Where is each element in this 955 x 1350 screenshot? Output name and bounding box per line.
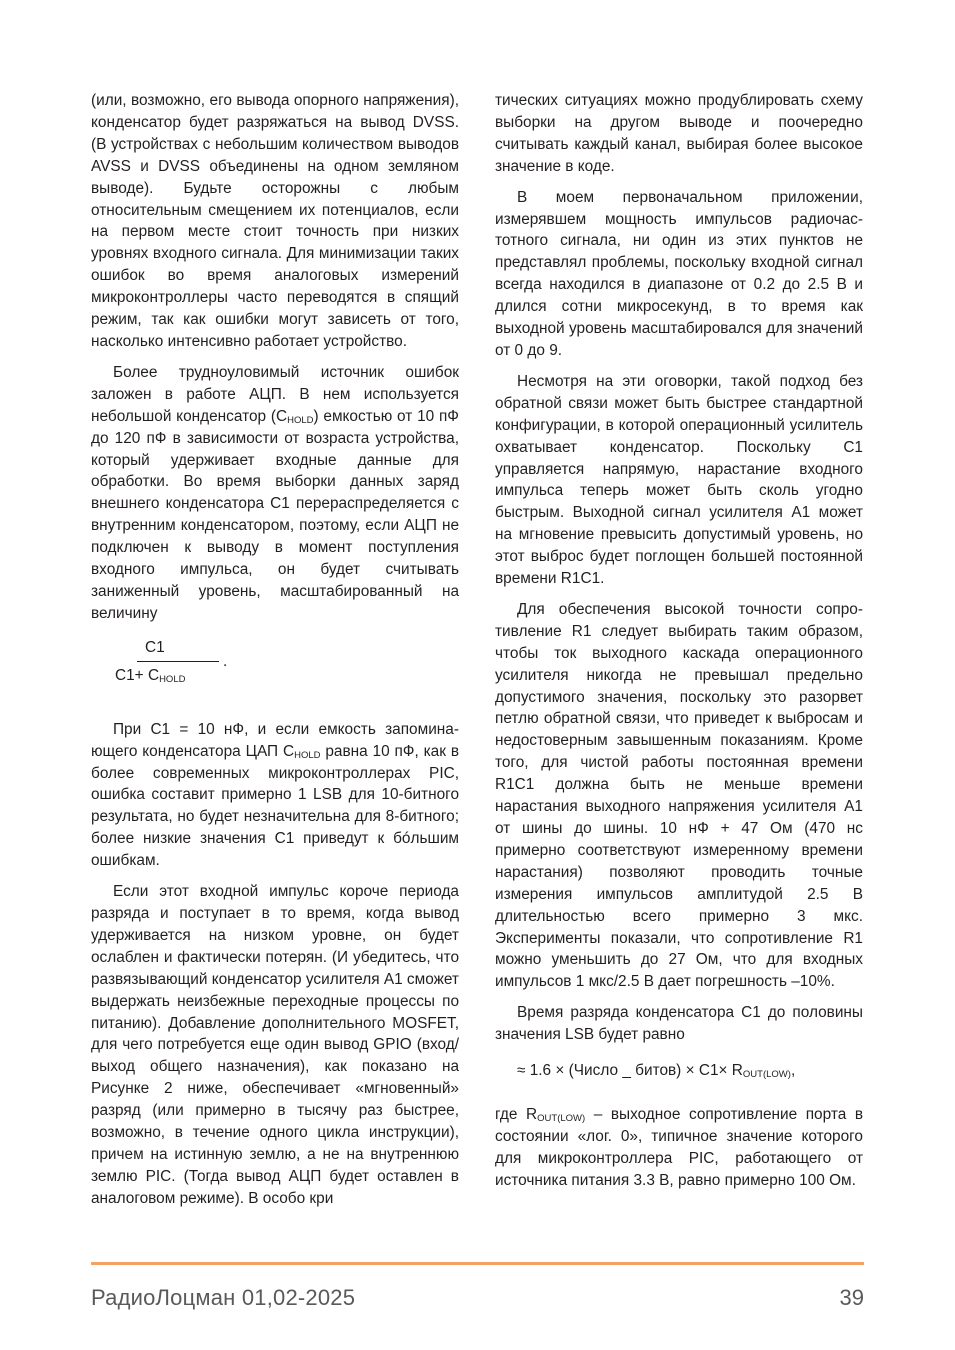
fraction-denominator <box>115 665 185 687</box>
paragraph: Для обеспечения высокой точности сопротивление R1 следует выбирать таким образом, чтобы ток выходного каскада операционного усилителя никогда не превышал предельно допустимого значения, поскольку это разорвет петлю обратной связи, что приведет к выбросам и недостоверным завышенным показаниям. Кроме того, для чистой работы постоянная времени R1C1 должна быть не меньше времени нарастания выходного напряжения усилителя A1 от шины до шины. 10 нФ + 47 Ом (470 нс примерно соответствуют измеренному времени нарастания) позволяют проводить точные измерения импульсов амплитудой 2.5 В длительностью всего примерно 3 мкс. Эксперименты показали, что сопротивление R1 можно уменьшить до 27 Ом, что для входных импульсов 1 мкс/2.5 В дает погрешность –10%. <box>495 600 863 991</box>
discharge-time-formula <box>517 1060 863 1082</box>
paragraph: В моем первоначальном приложении, измерявшем мощность импульсов радиочастотного сигнала, ни один из этих пунктов не представлял проблемы, поскольку входной сигнал всегда находился в диапазоне от 0.2 до 2.5 В и длился сотни микросекунд, в то время как выходной уровень масштабировался для значений от 0 до 9. <box>495 188 863 359</box>
text-run: – выходное сопротивление порта в состоянии «лог. 0», типичное значение которого для микроконтроллера PIC, работающего от источника питания 3.3 В, равно примерно 100 Ом. <box>495 1105 863 1189</box>
paragraph <box>495 1104 863 1192</box>
paragraph <box>91 362 459 625</box>
paragraph <box>91 719 459 872</box>
text-run: ≈ 1.6 × (Число _ битов) × C1× R <box>517 1062 743 1080</box>
subscript: OUT(LOW) <box>537 1112 586 1124</box>
text-run: равна 10 пФ, как в более современных микроконтроллерах PIC, ошибка составит примерно 1 LSB для 10-битного результата, но будет незначительна для 8-битного; более низкие значения C1 приведут к бóльшим ошибкам. <box>91 742 459 870</box>
subscript: HOLD <box>294 749 321 761</box>
paragraph: (или, возможно, его вывода опорного напряжения), конденсатор будет разряжаться на вывод DVSS. (В устройствах с небольшим количеством выводов AVSS и DVSS объединены на одном земляном выводе). Будьте осторожны с любым относительным смещением их потенциалов, если на первом месте стоит точность при низких уровнях входного сигнала. Для минимизации таких ошибок во время аналоговых измерений микроконтроллеры часто переводятся в спящий режим, так как ошибки могут зависеть от того, насколько интенсивно работает устройство. <box>91 92 459 350</box>
subscript: OUT(LOW) <box>742 1069 791 1081</box>
formula-period: . <box>223 652 228 670</box>
page-number: 39 <box>839 1285 864 1310</box>
text-run: Более трудноуловимый источник ошибок заложен в работе АЦП. В нем используется небольшой конденсатор (C <box>91 363 459 425</box>
paragraph: Время разряда конденсатора C1 до половины значения LSB будет равно <box>495 1004 863 1044</box>
paragraph: Если этот входной импульс короче периода разряда и поступает в то время, когда вывод удерживается на низком уровне, он будет ослаблен и фактически потерян. (И убедитесь, что развязывающий конденсатор усилителя A1 сможет выдержать неизбежные переходные процессы по питанию). Добавление дополнительного MOSFET, для чего потребуется еще один вывод GPIO (вход/выход общего назначения), как показано на Рисунке 2 ниже, обеспечивает «мгновенный» разряд (или примерно в тысячу раз быстрее, возможно, в течение одного цикла инструкции), причем на истинную землю, а не на внутреннюю землю PIC. (Тогда вывод АЦП будет оставлен в аналоговом режиме). В особо кри <box>91 883 459 1207</box>
fraction-numerator: C1 <box>145 638 165 656</box>
left-column <box>91 90 459 1219</box>
journal-issue-label: РадиоЛоцман 01,02-2025 <box>91 1285 356 1310</box>
subscript: HOLD <box>287 414 314 426</box>
paragraph: тических ситуациях можно продублировать схему выборки на другом выводе и поочередно считывать каждый канал, выбирая более высокое значение в коде. <box>495 92 863 175</box>
right-column <box>495 90 863 1201</box>
paragraph: Несмотря на эти оговорки, такой подход без обратной связи может быть быстрее стандартной конфигурации, в которой операционный усилитель охватывает конденсатор. Поскольку C1 управляется напрямую, нарастание входного импульса теперь может быть сколь угодно быстрым. Выходной сигнал усилителя A1 может на мгновение превысить допустимый уровень, но этот выброс будет поглощен большей постоянной времени R1C1. <box>495 372 863 588</box>
text-run: , <box>790 1062 796 1080</box>
text-run: ) емкостью от 10 пФ до 120 пФ в зависимости от возраста устройства, который удерживает входные данные для обработки. Во время выборки данных заряд внешнего конденсатора C1 перераспределяется с внутренним конденсатором, поэтому, если АЦП не подключен к выводу в момент поступления входного импульса, он будет считывать заниженный уровень, масштабированный на величину <box>91 407 459 622</box>
text-run: C1+ C <box>115 666 160 684</box>
text-run: При C1 = 10 нФ, и если емкость запоминающего конденсатора ЦАП C <box>91 720 459 760</box>
subscript: HOLD <box>159 673 186 685</box>
text-run: где R <box>495 1105 538 1123</box>
footer-divider <box>91 1262 864 1265</box>
fraction-formula <box>115 637 459 699</box>
fraction-bar <box>137 661 219 662</box>
